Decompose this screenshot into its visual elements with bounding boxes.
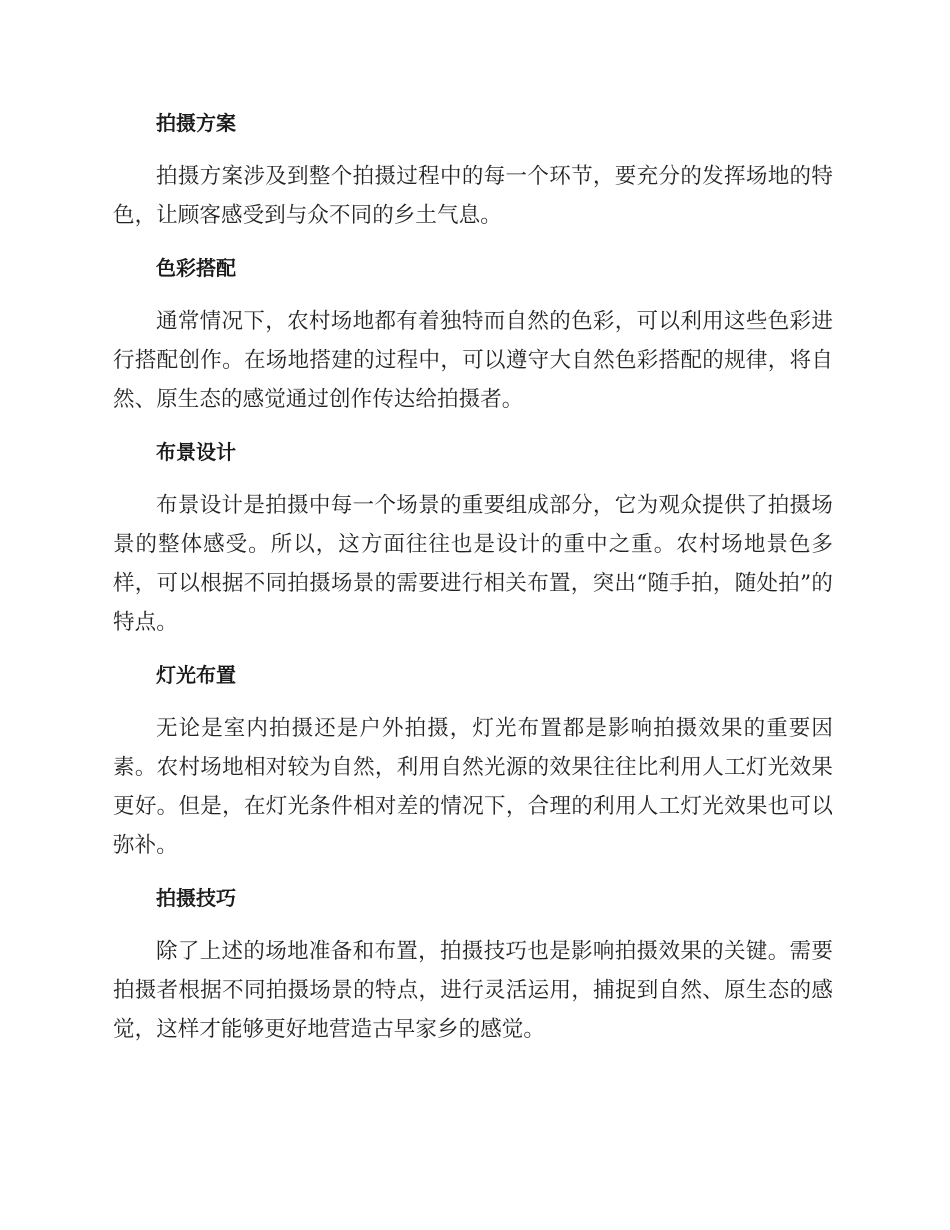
section-paragraph: 无论是室内拍摄还是户外拍摄，灯光布置都是影响拍摄效果的重要因素。农村场地相对较为自然，利用自然光源的效果往往比利用人工灯光效果更好。但是，在灯光条件相对差的情况下，合理的利用人工灯光效果也可以弥补。 (113, 716, 833, 858)
section-paragraph: 除了上述的场地准备和布置，拍摄技巧也是影响拍摄效果的关键。需要拍摄者根据不同拍摄场景的特点，进行灵活运用，捕捉到自然、原生态的感觉，这样才能够更好地营造古早家乡的感觉。 (113, 939, 833, 1042)
section-paragraph: 布景设计是拍摄中每一个场景的重要组成部分，它为观众提供了拍摄场景的整体感受。所以，这方面往往也是设计的重中之重。农村场地景色多样，可以根据不同拍摄场景的需要进行相关布置，突出“随手拍，随处拍”的特点。 (113, 493, 833, 635)
section-paragraph: 通常情况下，农村场地都有着独特而自然的色彩，可以利用这些色彩进行搭配创作。在场地搭建的过程中，可以遵守大自然色彩搭配的规律，将自然、原生态的感觉通过创作传达给拍摄者。 (113, 309, 833, 412)
section-color-matching (113, 249, 833, 419)
section-heading: 色彩搭配 (156, 256, 236, 280)
section-lighting (113, 656, 833, 865)
section-shooting-plan (113, 104, 833, 235)
section-heading: 灯光布置 (156, 663, 236, 687)
section-shooting-skills (113, 879, 833, 1049)
section-heading: 拍摄方案 (156, 111, 236, 135)
section-heading: 拍摄技巧 (156, 886, 236, 910)
section-paragraph: 拍摄方案涉及到整个拍摄过程中的每一个环节，要充分的发挥场地的特色，让顾客感受到与众不同的乡土气息。 (113, 164, 833, 228)
document-body (113, 104, 833, 1063)
section-heading: 布景设计 (156, 440, 236, 464)
section-set-design (113, 433, 833, 642)
